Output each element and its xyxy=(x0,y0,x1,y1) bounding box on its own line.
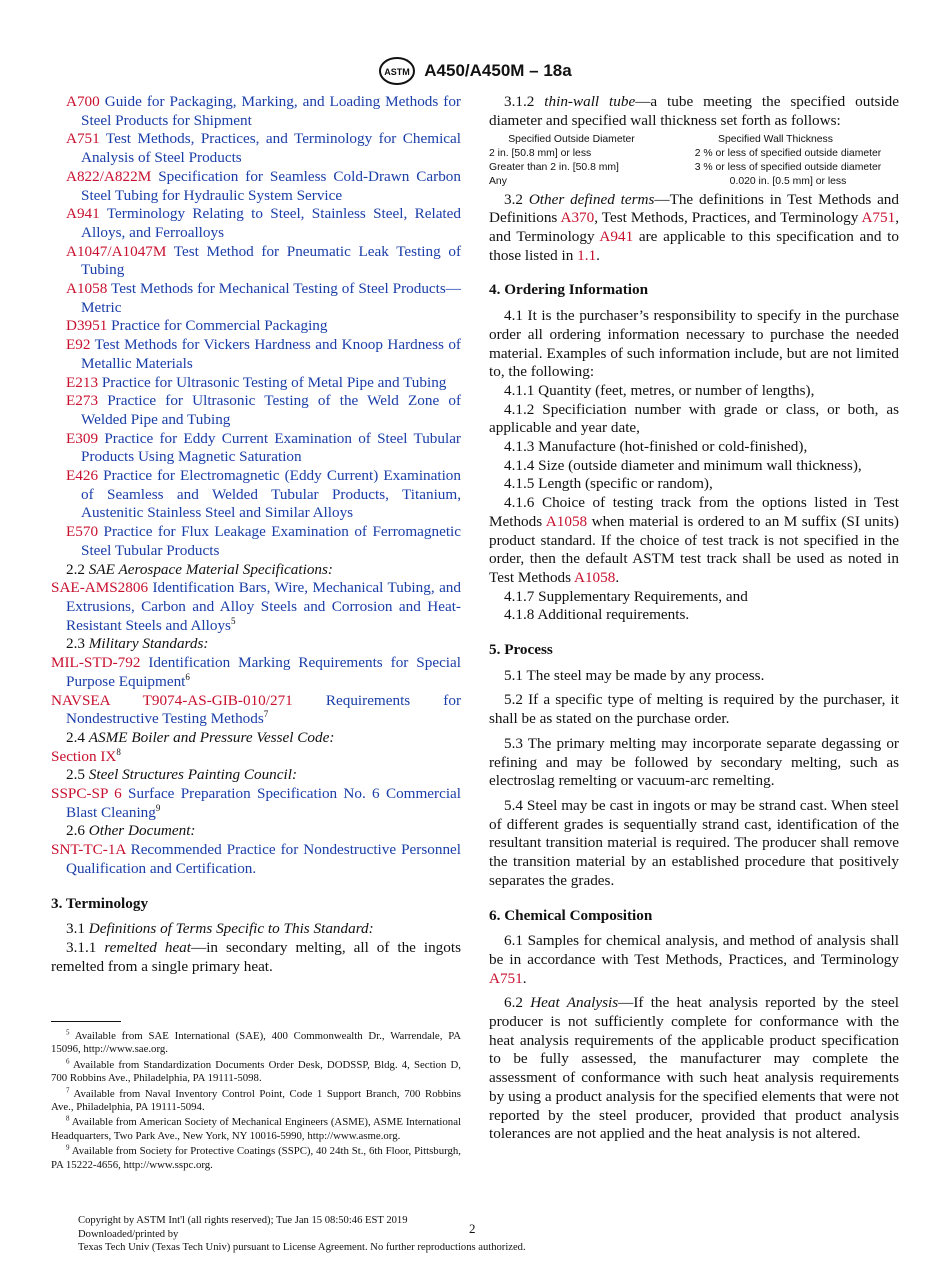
ref-sae xyxy=(51,579,461,635)
document-id: A450/A450M – 18a xyxy=(424,61,572,80)
ref-mil xyxy=(51,654,461,691)
ref-code-link[interactable]: A1047/A1047M xyxy=(66,242,167,260)
footnote-marker: 7 xyxy=(263,709,269,720)
section-5-heading: 5. Process xyxy=(489,641,553,659)
section-2-6: 2.6 Other Document: xyxy=(66,822,196,840)
ref-title-link[interactable]: Practice for Ultrasonic Testing of Metal Pipe and Tubing xyxy=(101,373,447,391)
para-5-1: 5.1 The steel may be made by any process. xyxy=(504,666,765,684)
reference-item xyxy=(51,392,461,429)
ref-code-link[interactable]: E309 xyxy=(66,429,99,447)
section-6-heading: 6. Chemical Composition xyxy=(489,906,653,924)
ref-code-link[interactable]: E273 xyxy=(66,392,99,410)
ref-title-link[interactable]: Requirements for Nondestructive Testing Methods xyxy=(66,691,461,728)
footnote-divider xyxy=(51,1021,121,1022)
footnote-marker: 6 xyxy=(185,671,190,682)
ref-code-link[interactable]: A700 xyxy=(66,93,100,110)
ref-code-link[interactable]: MIL-STD-792 xyxy=(51,654,141,672)
referenced-documents-list xyxy=(51,93,461,561)
table-cell: 0.020 in. [0.5 mm] or less xyxy=(729,175,847,187)
wall-thickness-table xyxy=(489,133,899,188)
ref-title-link[interactable]: Specification for Seamless Cold-Drawn Carbon Steel Tubing for Hydraulic System Service xyxy=(81,167,461,204)
table-row xyxy=(489,175,899,189)
reference-item xyxy=(51,205,461,242)
section-4-heading: 4. Ordering Information xyxy=(489,281,649,299)
footnote xyxy=(51,1059,461,1086)
ref-link-a751[interactable]: A751 xyxy=(489,969,523,987)
ref-title-link[interactable]: Identification Marking Requirements for Special Purpose Equipment xyxy=(66,654,461,690)
para-3-1: 3.1 Definitions of Terms Specific to This Standard: xyxy=(66,920,374,938)
ref-code-link[interactable]: SSPC-SP 6 xyxy=(51,785,122,803)
reference-item xyxy=(51,130,461,167)
ref-title-link[interactable]: Test Methods, Practices, and Terminology for Chemical Analysis of Steel Products xyxy=(81,130,461,167)
ref-code-link[interactable]: Section IX xyxy=(51,747,117,765)
reference-item xyxy=(51,430,461,467)
ref-code-link[interactable]: A822/A822M xyxy=(66,167,152,185)
footnotes xyxy=(51,1030,461,1174)
reference-item xyxy=(51,93,461,130)
ref-code-link[interactable]: A941 xyxy=(66,205,100,223)
ref-code-link[interactable]: A751 xyxy=(66,130,100,148)
footnote-marker: 9 xyxy=(155,802,161,813)
reference-item xyxy=(51,168,461,205)
ref-title-link[interactable]: Test Method for Pneumatic Leak Testing of Tubing xyxy=(81,242,462,279)
ref-code-link[interactable]: SNT-TC-1A xyxy=(51,841,126,859)
table-row xyxy=(489,147,899,161)
ref-title-link[interactable]: Recommended Practice for Nondestructive Personnel Qualification and Certification. xyxy=(66,841,461,877)
ref-code-link[interactable]: E570 xyxy=(66,523,99,541)
svg-text:ASTM: ASTM xyxy=(384,67,411,77)
ref-link-1-1[interactable]: 1.1 xyxy=(577,246,597,264)
footnote xyxy=(51,1145,461,1172)
reference-item xyxy=(51,467,461,523)
ref-title-link[interactable]: Practice for Electromagnetic (Eddy Current) Examination of Seamless and Welded Tubular Products, Titanium, Austenitic Stainless Steel and Similar Alloys xyxy=(81,467,461,522)
reference-item xyxy=(51,243,461,280)
ref-sspc xyxy=(51,785,461,822)
footnote xyxy=(51,1088,461,1115)
ref-link-a941[interactable]: A941 xyxy=(599,228,634,245)
table-cell: Greater than 2 in. [50.8 mm] xyxy=(489,162,619,173)
para-5-2: 5.2 If a specific type of melting is required by the purchaser, it shall be as stated on the purchase order. xyxy=(489,691,899,728)
reference-item xyxy=(51,280,461,317)
para-3-2: 3.2 Other defined terms—The definitions in Test Methods and Definitions A370, Test Methods, Practices, and Terminology A751, and Terminology A941 are applicable to this specification and to those listed in 1.1. xyxy=(489,190,899,264)
footnote xyxy=(51,1116,461,1143)
footnote-text: Available from Standardization Documents Order Desk, DODSSP, Bldg. 4, Section D, 700 Robbins Ave., Philadelphia, PA 19111-5098. xyxy=(51,1058,461,1085)
para-4-1-4: 4.1.4 Size (outside diameter and minimum wall thickness), xyxy=(504,456,862,474)
footnote-number: 7 xyxy=(66,1086,70,1095)
table-header-row xyxy=(489,133,899,147)
footnote-number: 8 xyxy=(66,1114,70,1123)
ref-title-link[interactable]: Guide for Packaging, Marking, and Loading Methods for Steel Products for Shipment xyxy=(81,93,461,129)
ref-link-a1058[interactable]: A1058 xyxy=(574,568,616,586)
section-3-heading: 3. Terminology xyxy=(51,894,149,912)
para-3-1-2: 3.1.2 thin-wall tube—a tube meeting the specified outside diameter and specified wall thickness set forth as follows: xyxy=(489,93,899,129)
footnote xyxy=(51,1030,461,1057)
section-2-3: 2.3 Military Standards: xyxy=(66,635,209,653)
ref-title-link[interactable]: Surface Preparation Specification No. 6 Commercial Blast Cleaning xyxy=(66,785,462,821)
footnote-text: Available from Naval Inventory Control Point, Code 1 Support Branch, 700 Robbins Ave., Philadelphia, PA 19111-5094. xyxy=(51,1087,462,1114)
right-column xyxy=(489,93,899,1144)
ref-code-link[interactable]: E426 xyxy=(66,467,99,485)
footnote-text: Available from SAE International (SAE), 400 Commonwealth Dr., Warrendale, PA 15096, http://www.sae.org. xyxy=(51,1030,461,1056)
para-5-4: 5.4 Steel may be cast in ingots or may be strand cast. When steel of different grades is sequentially strand cast, identification of the resultant transition material is required. The producer shall remove the transition material by an established procedure that positively separates the grades. xyxy=(489,796,899,889)
ref-title-link[interactable]: Test Methods for Mechanical Testing of Steel Products—Metric xyxy=(81,280,461,316)
reference-item xyxy=(51,317,461,336)
ref-title-link[interactable]: Practice for Flux Leakage Examination of Ferromagnetic Steel Tubular Products xyxy=(81,523,462,559)
table-cell: 3 % or less of specified outside diameter xyxy=(694,162,882,173)
reference-item xyxy=(51,523,461,560)
ref-code-link[interactable]: E92 xyxy=(66,336,91,354)
footnote-marker: 5 xyxy=(230,615,236,626)
section-2-4: 2.4 ASME Boiler and Pressure Vessel Code: xyxy=(66,728,335,746)
ref-asme xyxy=(51,748,461,767)
ref-title-link[interactable]: Test Methods for Vickers Hardness and Knoop Hardness of Metallic Materials xyxy=(81,336,461,372)
left-column xyxy=(51,93,461,976)
astm-logo-icon xyxy=(378,56,416,86)
footnote-text: Available from American Society of Mechanical Engineers (ASME), ASME International Headquarters, Two Park Ave., New York, NY 10016-5990, http://www.asme.org. xyxy=(51,1116,461,1142)
footnote-marker: 8 xyxy=(116,746,121,757)
page-number: 2 xyxy=(469,1221,476,1236)
reference-item xyxy=(51,336,461,373)
para-4-1-3: 4.1.3 Manufacture (hot-finished or cold-finished), xyxy=(504,438,808,456)
ref-link-a1058[interactable]: A1058 xyxy=(545,512,588,530)
copyright-notice: Copyright by ASTM Int'l (all rights reserved); Tue Jan 15 08:50:46 EST 2019 Downloaded/printed by Texas Tech Univ (Texas Tech Univ) pursuant to License Agreement. No further reproductions authorized. xyxy=(78,1215,526,1253)
ref-snt xyxy=(51,841,461,878)
ref-link-a751[interactable]: A751 xyxy=(861,209,896,227)
ref-title-link[interactable]: Practice for Eddy Current Examination of Steel Tubular Products Using Magnetic Saturation xyxy=(81,429,461,466)
ref-code-link[interactable]: SAE-AMS2806 xyxy=(51,579,149,597)
ref-code-link[interactable]: NAVSEA T9074-AS-GIB-010/271 xyxy=(51,691,293,709)
ref-title-link[interactable]: Identification Bars, Wire, Mechanical Tubing, and Extrusions, Carbon and Alloy Steels and Corrosion and Heat-Resistant Steels and Alloys xyxy=(66,579,461,634)
table-header-cell: Specified Wall Thickness xyxy=(718,134,833,146)
table-header-cell: Specified Outside Diameter xyxy=(508,134,635,146)
para-6-1: 6.1 Samples for chemical analysis, and method of analysis shall be in accordance with Test Methods, Practices, and Terminology A751. xyxy=(489,932,899,987)
section-2-2: 2.2 SAE Aerospace Material Specifications: xyxy=(66,560,333,578)
ref-title-link[interactable]: Terminology Relating to Steel, Stainless Steel, Related Alloys, and Ferroalloys xyxy=(81,205,461,241)
table-cell: Any xyxy=(489,175,507,187)
reference-item xyxy=(51,374,461,393)
ref-code-link[interactable]: E213 xyxy=(66,373,99,391)
footnote-number: 5 xyxy=(66,1028,70,1037)
table-row xyxy=(489,161,899,175)
para-4-1-5: 4.1.5 Length (specific or random), xyxy=(504,475,713,493)
ref-title-link[interactable]: Practice for Ultrasonic Testing of the Weld Zone of Welded Pipe and Tubing xyxy=(81,392,461,428)
para-4-1-1: 4.1.1 Quantity (feet, metres, or number of lengths), xyxy=(504,381,815,399)
ref-link-a370[interactable]: A370 xyxy=(560,209,595,227)
page-header xyxy=(0,56,950,86)
para-5-3: 5.3 The primary melting may incorporate separate degassing or refining and may be followed by secondary melting, such as electroslag remelting or vacuum-arc remelting. xyxy=(489,734,899,790)
para-4-1-7: 4.1.7 Supplementary Requirements, and xyxy=(504,587,748,605)
para-3-1-1: 3.1.1 remelted heat—in secondary melting, all of the ingots remelted from a single primary heat. xyxy=(51,938,461,975)
ref-title-link[interactable]: Practice for Commercial Packaging xyxy=(111,317,328,335)
table-cell: 2 in. [50.8 mm] or less xyxy=(489,148,592,160)
para-6-2: 6.2 Heat Analysis—If the heat analysis reported by the steel producer is not sufficiently complete for conformance with the heat analysis requirements of the applicable product specification to be fully assessed, the manufacturer may complete the assessment of conformance with such heat analysis requirements by using a product analysis for the specified elements that were not reported by the steel producer, provided that product analysis tolerances are not applied and the heat analysis is not altered. xyxy=(489,994,900,1143)
para-4-1: 4.1 It is the purchaser’s responsibility to specify in the purchase order all ordering information necessary to purchase the needed material. Examples of such information include, but are not limited to, the following: xyxy=(489,307,899,381)
para-4-1-8: 4.1.8 Additional requirements. xyxy=(504,606,690,624)
ref-code-link[interactable]: A1058 xyxy=(66,280,108,298)
para-4-1-2: 4.1.2 Specificiation number with grade or class, or both, as applicable and year date, xyxy=(489,400,899,437)
ref-navsea xyxy=(51,692,461,729)
section-2-5: 2.5 Steel Structures Painting Council: xyxy=(66,766,298,784)
ref-code-link[interactable]: D3951 xyxy=(66,317,108,335)
footnote-number: 6 xyxy=(66,1057,70,1066)
para-4-1-6: 4.1.6 Choice of testing track from the options listed in Test Methods A1058 when material is ordered to an M suffix (SI units) product standard. If the choice of test track is not specified in the order, then the default ASTM test track shall be used as noted in Test Methods A1058. xyxy=(489,494,899,586)
table-cell: 2 % or less of specified outside diameter xyxy=(694,148,882,160)
footnote-number: 9 xyxy=(66,1143,70,1152)
footnote-text: Available from Society for Protective Coatings (SSPC), 40 24th St., 6th Floor, Pittsburgh, PA 15222-4656, http://www.sspc.org. xyxy=(51,1145,461,1171)
